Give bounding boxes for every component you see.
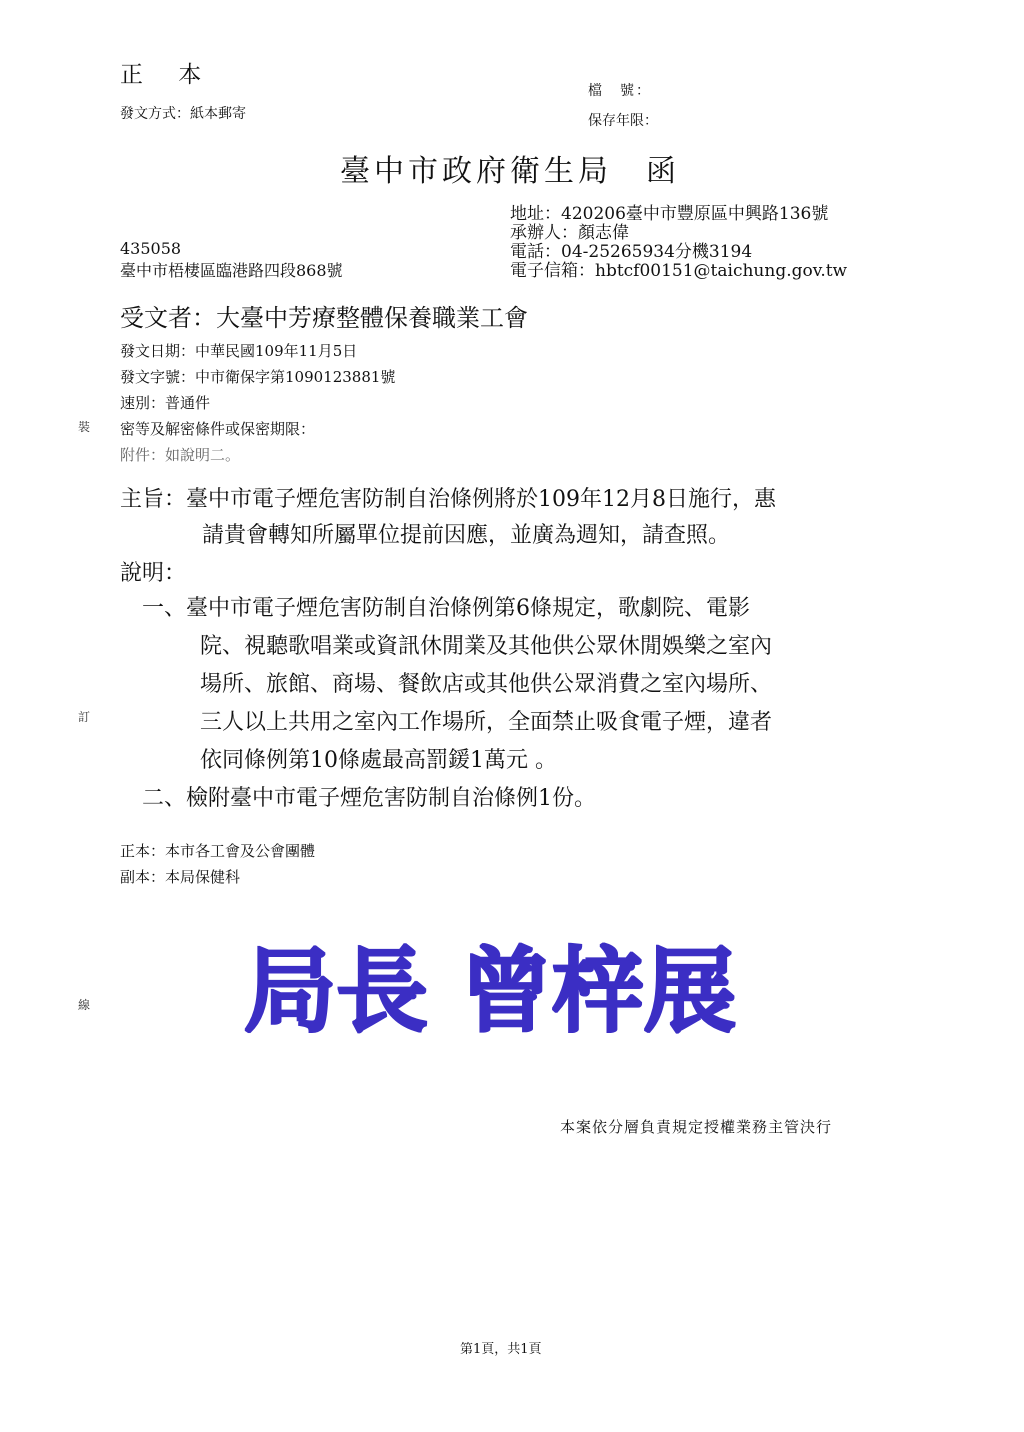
recipient-postcode: 435058 <box>120 239 182 258</box>
explanation-line: 依同條例第10條處最高罰鍰1萬元 。 <box>200 748 557 773</box>
explanation-item-2 <box>142 780 772 818</box>
explanation-line: 場所、旅館、商場、餐飲店或其他供公眾消費之室內場所、 <box>200 672 773 697</box>
copy-recipients: 副本：本局保健科 <box>120 868 241 886</box>
document-type: 函 <box>646 154 680 189</box>
file-number: 檔 號： <box>588 83 652 99</box>
binding-mark-top: 裝 <box>78 420 91 434</box>
document-number: 發文字號：中市衛保字第1090123881號 <box>120 368 396 386</box>
director-signature-stamp <box>244 918 804 1048</box>
contact-phone: 電話：04-25265934分機3194 <box>510 242 753 262</box>
issue-date: 發文日期：中華民國109年11月5日 <box>120 342 358 360</box>
explanation-line: 二、檢附臺中市電子煙危害防制自治條例1份。 <box>142 786 596 811</box>
document-meta <box>120 338 395 468</box>
recipient: 受文者：大臺中芳療整體保養職業工會 <box>120 304 528 332</box>
explanation-item-1 <box>142 590 772 780</box>
delivery-speed: 速別：普通件 <box>120 394 211 412</box>
subject <box>120 482 776 554</box>
retention-period: 保存年限： <box>588 113 658 129</box>
explanation-label: 說明： <box>120 561 187 586</box>
recipient-address <box>120 238 343 282</box>
copy-type: 正 本 <box>120 62 216 88</box>
page-title <box>340 146 680 190</box>
svg-text:局長 曾梓展: 局長 曾梓展 <box>244 938 737 1045</box>
subject-line: 主旨：臺中市電子煙危害防制自治條例將於109年12月8日施行，惠 <box>120 487 776 512</box>
contact-email: 電子信箱：hbtcf00151@taichung.gov.tw <box>510 261 848 281</box>
explanation-list <box>142 590 772 818</box>
explanation-line: 一、臺中市電子煙危害防制自治條例第6條規定，歌劇院、電影 <box>142 596 750 621</box>
contact-address: 地址：420206臺中市豐原區中興路136號 <box>510 204 829 224</box>
distribution-list <box>120 838 315 890</box>
attachment: 附件：如說明二。 <box>120 446 241 464</box>
secrecy-level: 密等及解密條件或保密期限： <box>120 420 316 438</box>
binding-mark-middle: 訂 <box>78 710 91 724</box>
send-method: 發文方式：紙本郵寄 <box>120 106 246 122</box>
contact-handler: 承辦人：顏志偉 <box>510 223 629 243</box>
explanation-line: 三人以上共用之室內工作場所，全面禁止吸食電子煙，違者 <box>200 710 773 735</box>
subject-line: 請貴會轉知所屬單位提前因應，並廣為週知，請查照。 <box>202 523 731 548</box>
recipient-street: 臺中市梧棲區臨港路四段868號 <box>120 261 343 280</box>
binding-mark-bottom: 線 <box>78 998 91 1012</box>
page-number: 第1頁，共1頁 <box>460 1342 542 1357</box>
contact-block <box>510 205 847 281</box>
agency-name: 臺中市政府衛生局 <box>340 154 612 189</box>
original-recipients: 正本：本市各工會及公會團體 <box>120 842 316 860</box>
delegation-note: 本案依分層負責規定授權業務主管決行 <box>560 1118 833 1136</box>
explanation-line: 院、視聽歌唱業或資訊休閒業及其他供公眾休閒娛樂之室內 <box>200 634 773 659</box>
